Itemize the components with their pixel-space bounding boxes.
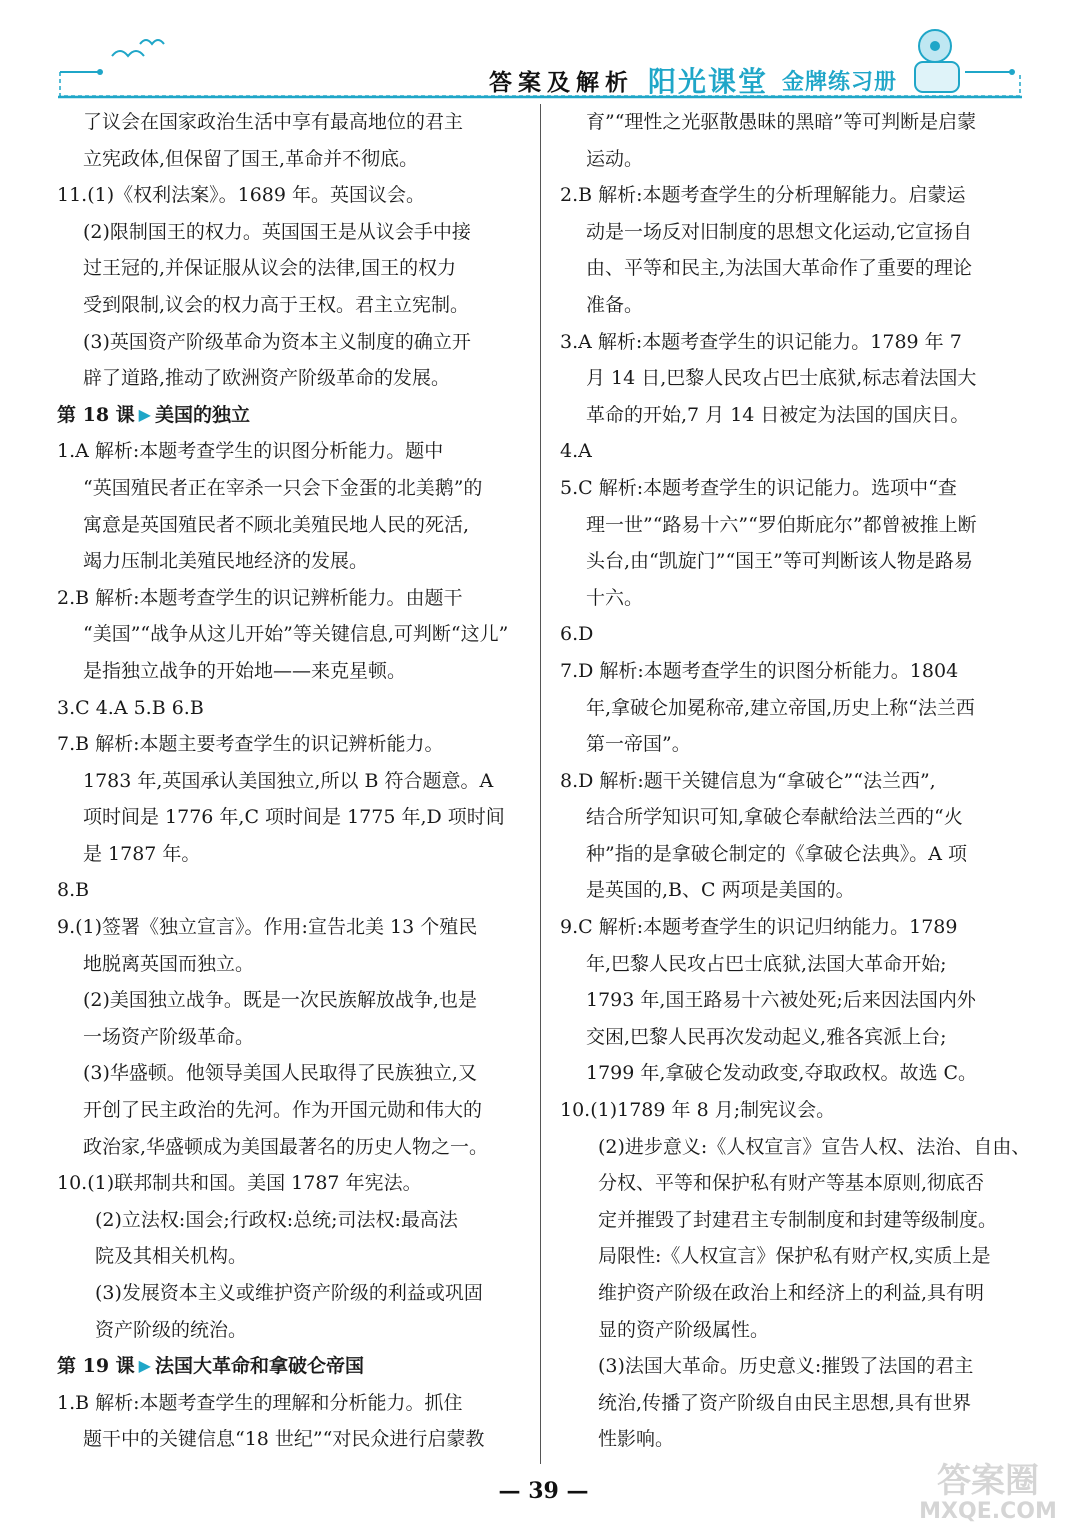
text-line: 十六。 bbox=[586, 586, 644, 609]
text-line: 分权、平等和保护私有财产等基本原则,彻底否 bbox=[598, 1172, 985, 1195]
text-line: 地脱离英国而独立。 bbox=[83, 952, 255, 975]
text-line: 1793 年,国王路易十六被处死;后来因法国内外 bbox=[586, 989, 976, 1012]
left-column bbox=[57, 104, 525, 1458]
text-line: 寓意是英国殖民者不顾北美殖民地人民的死活, bbox=[83, 513, 470, 536]
header-title-series: 阳光课堂 bbox=[647, 65, 768, 98]
page-header bbox=[0, 0, 1087, 100]
text-line: 10.(1)1789 年 8 月;制宪议会。 bbox=[560, 1099, 836, 1122]
text-line: 11.(1)《权利法案》。1689 年。英国议会。 bbox=[57, 184, 426, 207]
text-line: 第一帝国”。 bbox=[586, 733, 691, 756]
text-line: 是 1787 年。 bbox=[83, 842, 201, 865]
lesson-title: 法国大革命和拿破仑帝国 bbox=[154, 1355, 364, 1378]
text-line: 项时间是 1776 年,C 项时间是 1775 年,D 项时间 bbox=[83, 806, 505, 829]
text-line: 显的资产阶级属性。 bbox=[598, 1318, 770, 1341]
text-line: 月 14 日,巴黎人民攻占巴士底狱,标志着法国大 bbox=[586, 367, 977, 390]
text-line: (2)立法权:国会;行政权:总统;司法权:最高法 bbox=[95, 1208, 458, 1231]
text-line: 竭力压制北美殖民地经济的发展。 bbox=[83, 550, 369, 573]
text-line: (2)限制国王的权力。英国国王是从议会手中接 bbox=[83, 220, 471, 243]
header-title-answers: 答案及解析 bbox=[488, 69, 634, 96]
text-line: (2)美国独立战争。既是一次民族解放战争,也是 bbox=[83, 989, 477, 1012]
text-line: 是指独立战争的开始地——来克星顿。 bbox=[83, 659, 407, 682]
bird-icon bbox=[112, 51, 144, 56]
text-line: 7.B 解析:本题主要考查学生的识记辨析能力。 bbox=[57, 733, 444, 756]
text-line: 性影响。 bbox=[598, 1428, 675, 1451]
text-line: 5.C 解析:本题考查学生的识记能力。选项中“查 bbox=[560, 476, 957, 499]
lesson-number: 第 19 课 bbox=[57, 1355, 135, 1378]
text-line: 政治家,华盛顿成为美国最著名的历史人物之一。 bbox=[83, 1135, 489, 1158]
text-line: 3.C 4.A 5.B 6.B bbox=[57, 696, 204, 719]
text-line: 维护资产阶级在政治上和经济上的利益,具有明 bbox=[598, 1282, 985, 1304]
text-line: 了议会在国家政治生活中享有最高地位的君主 bbox=[83, 111, 464, 133]
text-line: 一场资产阶级革命。 bbox=[83, 1025, 255, 1048]
lesson-heading bbox=[57, 397, 525, 434]
text-line: 2.B 解析:本题考查学生的识记辨析能力。由题干 bbox=[57, 586, 463, 609]
text-line: 1.B 解析:本题考查学生的理解和分析能力。抓住 bbox=[57, 1391, 463, 1414]
watermark-logo bbox=[903, 1454, 1073, 1524]
right-column bbox=[560, 104, 1031, 1458]
header-title bbox=[489, 60, 897, 100]
lesson-title: 美国的独立 bbox=[154, 403, 250, 426]
text-line: 头台,由“凯旋门”“国王”等可判断该人物是路易 bbox=[586, 550, 973, 573]
text-line: 受到限制,议会的权力高于王权。君主立宪制。 bbox=[83, 293, 470, 316]
watermark-url: MXQE.COM bbox=[919, 1499, 1057, 1524]
text-line: 院及其相关机构。 bbox=[95, 1245, 248, 1268]
text-line: 辟了道路,推动了欧洲资产阶级革命的发展。 bbox=[83, 367, 451, 390]
text-line: (3)华盛顿。他领导美国人民取得了民族独立,又 bbox=[83, 1062, 477, 1085]
text-line: 4.A bbox=[560, 440, 592, 463]
text-line: 定并摧毁了封建君主专制制度和封建等级制度。 bbox=[598, 1208, 998, 1231]
text-line: 8.B bbox=[57, 879, 90, 902]
text-line: 9.C 解析:本题考查学生的识记归纳能力。1789 bbox=[560, 916, 958, 939]
text-line: 是英国的,B、C 两项是美国的。 bbox=[586, 879, 855, 902]
text-line: “美国”“战争从这儿开始”等关键信息,可判断“这儿” bbox=[83, 623, 509, 646]
bird-icon bbox=[140, 40, 164, 44]
arrow-icon: ▶ bbox=[138, 404, 151, 424]
text-line: 2.B 解析:本题考查学生的分析理解能力。启蒙运 bbox=[560, 184, 966, 207]
text-line: 准备。 bbox=[586, 293, 644, 316]
column-divider bbox=[540, 104, 541, 1464]
text-line: 理一世”“路易十六”“罗伯斯庇尔”都曾被推上断 bbox=[586, 513, 977, 536]
text-line: 3.A 解析:本题考查学生的识记能力。1789 年 7 bbox=[560, 330, 962, 353]
header-title-book: 金牌练习册 bbox=[781, 69, 897, 95]
text-line: (3)发展资本主义或维护资产阶级的利益或巩固 bbox=[95, 1282, 483, 1304]
text-line: 8.D 解析:题干关键信息为“拿破仑”“法兰西”, bbox=[560, 769, 936, 792]
watermark-text: 答案圈 bbox=[937, 1461, 1039, 1501]
text-line: 年,拿破仑加冕称帝,建立帝国,历史上称“法兰西 bbox=[586, 696, 975, 719]
lesson-number: 第 18 课 bbox=[57, 403, 135, 426]
text-line: 革命的开始,7 月 14 日被定为法国的国庆日。 bbox=[586, 403, 970, 426]
arrow-icon: ▶ bbox=[138, 1356, 151, 1376]
text-line: 年,巴黎人民攻占巴士底狱,法国大革命开始; bbox=[586, 952, 947, 975]
text-line: 资产阶级的统治。 bbox=[95, 1318, 248, 1341]
text-line: 10.(1)联邦制共和国。美国 1787 年宪法。 bbox=[57, 1172, 422, 1195]
text-line: “英国殖民者正在宰杀一只会下金蛋的北美鹅”的 bbox=[83, 476, 483, 499]
text-line: (3)英国资产阶级革命为资本主义制度的确立开 bbox=[83, 330, 471, 353]
text-line: 开创了民主政治的先河。作为开国元勋和伟大的 bbox=[83, 1099, 483, 1122]
text-line: 由、平等和民主,为法国大革命作了重要的理论 bbox=[586, 257, 973, 280]
text-line: 种”指的是拿破仑制定的《拿破仑法典》。A 项 bbox=[586, 842, 967, 865]
text-line: 1783 年,英国承认美国独立,所以 B 符合题意。A bbox=[83, 769, 494, 792]
text-line: 育”“理性之光驱散愚昧的黑暗”等可判断是启蒙 bbox=[586, 111, 977, 133]
text-line: 局限性:《人权宣言》保护私有财产权,实质上是 bbox=[598, 1245, 991, 1268]
text-line: 交困,巴黎人民再次发动起义,雅各宾派上台; bbox=[586, 1025, 947, 1048]
text-line: 结合所学知识可知,拿破仑奉献给法兰西的“火 bbox=[586, 806, 963, 829]
text-line: 过王冠的,并保证服从议会的法律,国王的权力 bbox=[83, 257, 457, 280]
text-line: (3)法国大革命。历史意义:摧毁了法国的君主 bbox=[598, 1355, 974, 1378]
text-line: 9.(1)签署《独立宣言》。作用:宣告北美 13 个殖民 bbox=[57, 916, 478, 939]
text-line: 7.D 解析:本题考查学生的识图分析能力。1804 bbox=[560, 659, 959, 682]
lesson-heading bbox=[57, 1348, 525, 1385]
text-line: 动是一场反对旧制度的思想文化运动,它宣扬自 bbox=[586, 220, 973, 243]
text-line: 运动。 bbox=[586, 147, 644, 170]
text-line: 1799 年,拿破仑发动政变,夺取政权。故选 C。 bbox=[586, 1062, 978, 1085]
text-line: 统治,传播了资产阶级自由民主思想,具有世界 bbox=[598, 1391, 972, 1414]
text-line: (2)进步意义:《人权宣言》宣告人权、法治、自由、 bbox=[598, 1135, 1031, 1158]
page-number: — 39 — bbox=[498, 1478, 589, 1504]
text-line: 立宪政体,但保留了国王,革命并不彻底。 bbox=[83, 147, 419, 170]
text-line: 1.A 解析:本题考查学生的识图分析能力。题中 bbox=[57, 440, 444, 463]
text-line: 6.D bbox=[560, 623, 594, 646]
text-line: 题干中的关键信息“18 世纪”“对民众进行启蒙教 bbox=[83, 1428, 485, 1451]
